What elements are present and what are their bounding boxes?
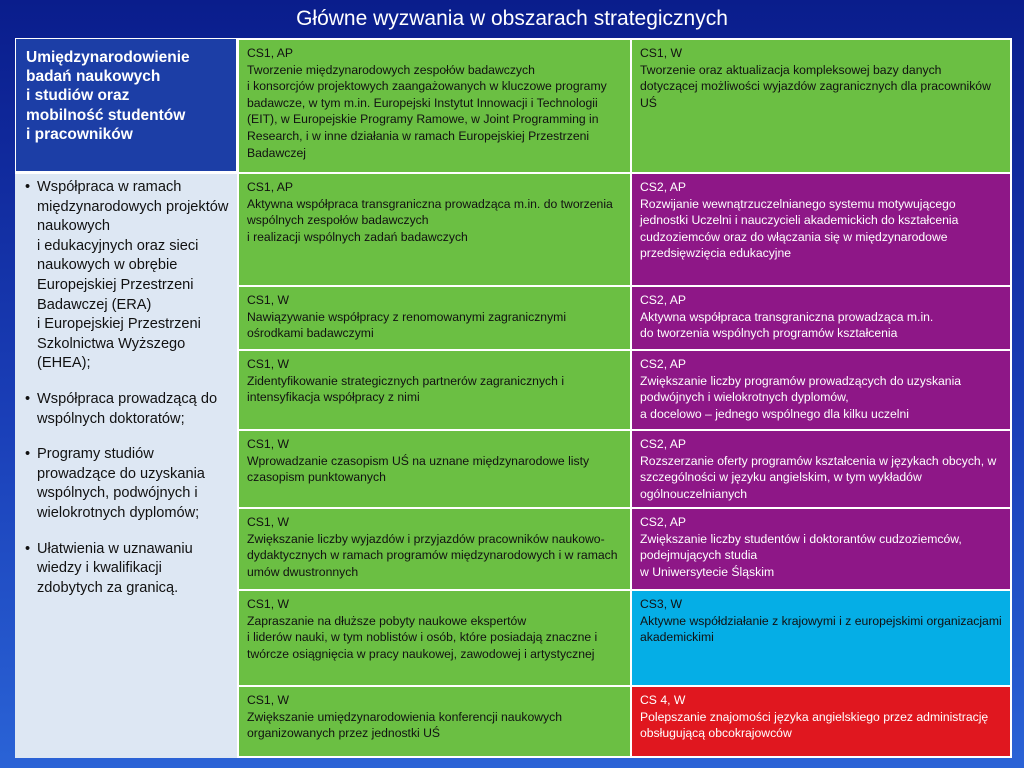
goal-cell xyxy=(239,431,630,507)
goal-cell xyxy=(632,591,1010,685)
goal-text: Wprowadzanie czasopism UŚ na uznane międzynarodowe listy czasopism punktowanych xyxy=(247,453,590,485)
goal-cell xyxy=(239,174,630,285)
area-header-cell: Umiędzynarodowienie badań naukowych i studiów oraz mobilność studentów i pracowników xyxy=(15,38,237,172)
goal-text: Zwiększanie umiędzynarodowienia konferencji naukowych organizowanych przez jednostki UŚ xyxy=(247,709,563,741)
goal-cell xyxy=(632,687,1010,756)
goal-cell xyxy=(239,509,630,589)
goal-code: CS3, W xyxy=(640,597,682,611)
goal-code: CS1, W xyxy=(640,46,682,60)
goal-text: Nawiązywanie współpracy z renomowanymi zagranicznymi ośrodkami badawczymi xyxy=(247,309,567,341)
goal-text: Zwiększanie liczby wyjazdów i przyjazdów pracowników naukowo-dydaktycznych w ramach programów międzynarodowych i w ramach umów dwustronnych xyxy=(247,531,618,579)
challenges-list xyxy=(25,178,231,598)
goal-code: CS1, AP xyxy=(247,180,294,194)
list-item-text: Współpraca prowadzącą do wspólnych doktoratów; xyxy=(37,390,218,427)
goal-code: CS2, AP xyxy=(640,437,687,451)
goal-text: Aktywna współpraca transgraniczna prowadząca m.in. do tworzenia wspólnych programów kształcenia xyxy=(640,309,934,341)
goal-code: CS1, W xyxy=(247,357,289,371)
goal-text: Polepszanie znajomości języka angielskiego przez administrację obsługującą obcokrajowców xyxy=(640,709,989,741)
goal-text: Tworzenie międzynarodowych zespołów badawczych i konsorcjów projektowych zaangażowanych w kluczowe programy badawcze, w tym m.in. Europejski Instytut Innowacji i Technologii (EIT), w Europejskie Programy Ramowe, w Joint Programming in Research, i w inne działania w ramach Europejskiej Przestrzeni Badawczej xyxy=(247,62,607,160)
goal-cell xyxy=(632,431,1010,507)
goal-text: Rozszerzanie oferty programów kształcenia w językach obcych, w szczególności w języku angielskim, w tym wykładów ogólnouczelnianych xyxy=(640,453,997,501)
goal-code: CS2, AP xyxy=(640,293,687,307)
list-item-text: Współpraca w ramach międzynarodowych projektów naukowych i edukacyjnych oraz sieci naukowych w obrębie Europejskiej Przestrzeni Badawczej (ERA) i Europejskiej Przestrzeni Szkolnictwa Wyższego (EHEA); xyxy=(37,179,229,372)
goal-cell xyxy=(632,509,1010,589)
bullet-icon: • xyxy=(25,390,31,407)
goal-text: Aktywne współdziałanie z krajowymi i z europejskimi organizacjami akademickimi xyxy=(640,613,1002,645)
goal-cell xyxy=(632,351,1010,429)
goal-code: CS2, AP xyxy=(640,180,687,194)
goal-text: Zapraszanie na dłuższe pobyty naukowe ekspertów i liderów nauki, w tym noblistów i osób, które posiadają znaczne i twórcze osiągnięcia w pracy naukowej, zawodowej i artystycznej xyxy=(247,613,598,661)
slide-title: Główne wyzwania w obszarach strategicznych xyxy=(296,7,728,30)
goal-code: CS2, AP xyxy=(640,515,687,529)
bullet-icon: • xyxy=(25,540,31,557)
challenges-list-cell xyxy=(15,174,237,758)
goal-code: CS1, AP xyxy=(247,46,294,60)
list-item-text: Ułatwienia w uznawaniu wiedzy i kwalifikacji zdobytych za granicą. xyxy=(37,540,193,596)
list-item xyxy=(25,540,231,599)
goal-code: CS1, W xyxy=(247,293,289,307)
goal-text: Aktywna współpraca transgraniczna prowadząca m.in. do tworzenia wspólnych zespołów badawczych i realizacji wspólnych zadań badawczych xyxy=(247,196,613,244)
goal-text: Zidentyfikowanie strategicznych partnerów zagranicznych i intensyfikacja współpracy z nimi xyxy=(247,373,565,405)
goal-code: CS 4, W xyxy=(640,693,686,707)
goal-text: Zwiększanie liczby programów prowadzących do uzyskania podwójnych i wielokrotnych dyplomów, a docelowo – jednego wspólnego dla kilku uczelni xyxy=(640,373,962,421)
list-item xyxy=(25,178,231,374)
list-item xyxy=(25,445,231,523)
goal-text: Rozwijanie wewnątrzuczelnianego systemu motywującego jednostki Uczelni i nauczycieli akademickich do kształcenia cudzoziemców oraz do włączania się w międzynarodowe przedsięwzięcia edukacyjne xyxy=(640,196,959,261)
goal-code: CS2, AP xyxy=(640,357,687,371)
goal-code: CS1, W xyxy=(247,597,289,611)
goal-code: CS1, W xyxy=(247,515,289,529)
list-item xyxy=(25,390,231,429)
goal-cell xyxy=(632,174,1010,285)
goal-text: Tworzenie oraz aktualizacja kompleksowej bazy danych dotyczącej możliwości wyjazdów zagranicznych dla pracowników UŚ xyxy=(640,62,991,110)
goal-code: CS1, W xyxy=(247,693,289,707)
goal-cell xyxy=(239,687,630,756)
list-item-text: Programy studiów prowadzące do uzyskania wspólnych, podwójnych i wielokrotnych dyplomów; xyxy=(37,446,205,521)
goal-cell xyxy=(239,287,630,349)
goal-cell xyxy=(632,40,1010,172)
goal-cell xyxy=(632,287,1010,349)
goal-cell xyxy=(239,351,630,429)
goal-code: CS1, W xyxy=(247,437,289,451)
bullet-icon: • xyxy=(25,179,31,195)
bullet-icon: • xyxy=(25,446,31,463)
goal-cell xyxy=(239,591,630,685)
goal-cell xyxy=(239,40,630,172)
goal-text: Zwiększanie liczby studentów i doktorantów cudzoziemców, podejmujących studia w Uniwersytecie Śląskim xyxy=(640,531,962,579)
strategy-table xyxy=(15,38,1012,758)
